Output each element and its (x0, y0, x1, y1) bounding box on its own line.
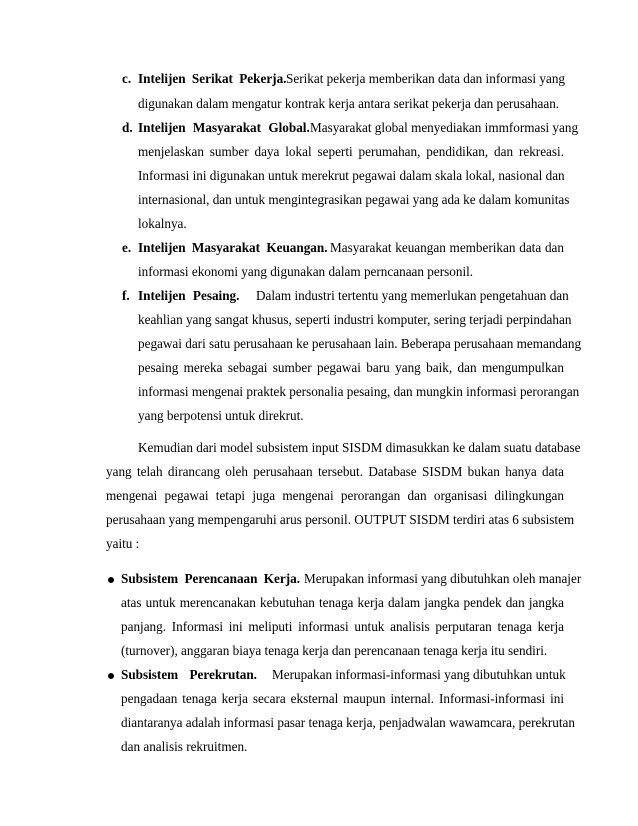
bullet-text-line: diantaranya adalah informasi pasar tenaga kerja, penjadwalan wawamcara, perekrutan (121, 715, 576, 730)
bullet-text-line: panjang. Informasi ini meliputi informasi untuk analisis perputaran tenaga kerja (121, 619, 564, 634)
item-text-line: informasi ekonomi yang digunakan dalam perncanaan personil. (138, 264, 474, 279)
item-text-line: Serikat pekerja memberikan data dan informasi yang (286, 71, 566, 86)
bullet-dot-icon (108, 673, 114, 679)
bullet-dot-icon (108, 577, 114, 583)
bullet-title: Subsistem Perencanaan Kerja. (121, 571, 301, 586)
bullet-text-line: Merupakan informasi-informasi yang dibutuhkan untuk (272, 667, 566, 682)
item-text-line: Masyarakat keuangan memberikan data dan (330, 240, 564, 255)
item-text-line: digunakan dalam mengatur kontrak kerja antara serikat pekerja dan perusahaan. (138, 96, 560, 111)
item-title: Intelijen Masyarakat Keuangan. (138, 240, 328, 255)
item-title: Intelijen Serikat Pekerja. (138, 71, 287, 86)
item-title: Intelijen Pesaing. (138, 288, 240, 303)
item-text-line: keahlian yang sangat khusus, seperti industri komputer, sering terjadi perpindahan (138, 312, 572, 327)
bullet-text-line: (turnover), anggaran biaya tenaga kerja dan perencanaan tenaga kerja itu sendiri. (121, 643, 548, 658)
item-text-line: Masyarakat global menyediakan immformasi yang (310, 120, 579, 135)
paragraph-line: mengenai pegawai tetapi juga mengenai perorangan dan organisasi dilingkungan (106, 488, 564, 503)
paragraph-line: yaitu : (106, 536, 140, 551)
item-text-line: internasional, dan untuk mengintegrasikan pegawai yang ada ke dalam komunitas (138, 192, 570, 207)
item-letter: f. (122, 288, 130, 303)
item-letter: e. (122, 240, 132, 255)
bullet-text-line: dan analisis rekruitmen. (121, 739, 248, 754)
item-title: Intelijen Masyarakat Global. (138, 120, 310, 135)
item-text-line: pegawai dari satu perusahaan ke perusahaan lain. Beberapa perusahaan memandang (138, 336, 582, 351)
item-text-line: pesaing mereka sebagai sumber pegawai baru yang baik, dan mengumpulkan (138, 360, 564, 375)
bullet-text-line: atas untuk merencanakan kebutuhan tenaga kerja dalam jangka pendek dan jangka (121, 595, 564, 610)
paragraph-line: Kemudian dari model subsistem input SISDM dimasukkan ke dalam suatu database (138, 440, 581, 455)
item-text-line: yang berpotensi untuk direkrut. (138, 408, 304, 423)
item-text-line: Dalam industri tertentu yang memerlukan pengetahuan dan (256, 288, 569, 303)
item-text-line: menjelaskan sumber daya lokal seperti perumahan, pendidikan, dan rekreasi. (138, 144, 564, 159)
bullet-text-line: pengadaan tenaga kerja secara eksternal maupun internal. Informasi-informasi ini (121, 691, 564, 706)
item-text-line: informasi mengenai praktek personalia pesaing, dan mungkin informasi perorangan (138, 384, 580, 399)
bullet-text-line: Merupakan informasi yang dibutuhkan oleh manajer (304, 571, 582, 586)
paragraph-line: perusahaan yang mempengaruhi arus personil. OUTPUT SISDM terdiri atas 6 subsistem (106, 512, 575, 527)
item-text-line: lokalnya. (138, 216, 187, 231)
paragraph-line: yang telah dirancang oleh perusahaan tersebut. Database SISDM bukan hanya data (106, 464, 564, 479)
bullet-title: Subsistem Perekrutan. (121, 667, 257, 682)
item-text-line: Informasi ini digunakan untuk merekrut pegawai dalam skala lokal, nasional dan (138, 168, 565, 183)
item-letter: c. (122, 71, 132, 86)
item-letter: d. (122, 120, 133, 135)
